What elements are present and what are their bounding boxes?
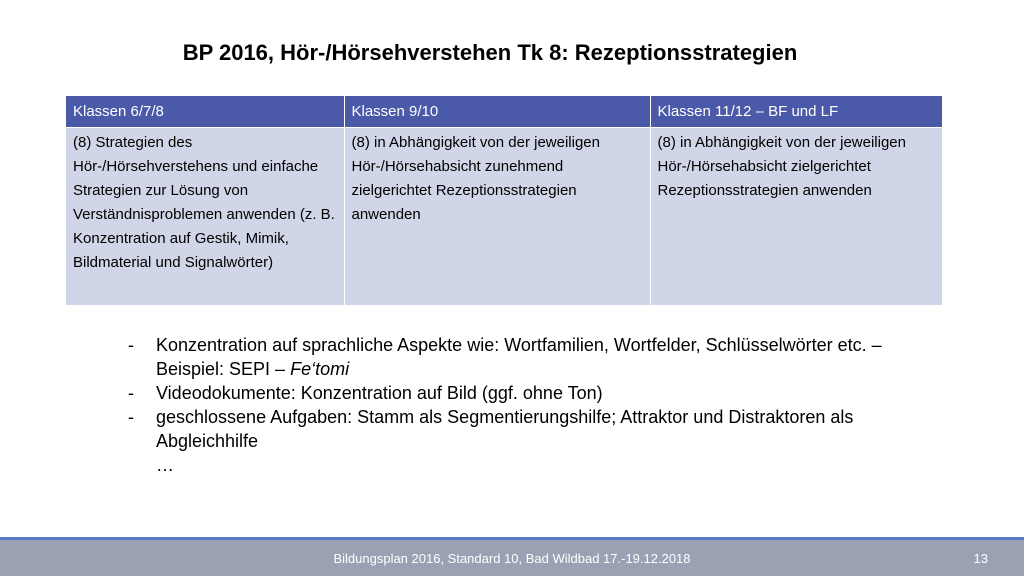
header-klassen-9-10: Klassen 9/10 (344, 96, 650, 128)
bullet-dash: - (128, 383, 134, 403)
cell-klassen-6-7-8: (8) Strategien des Hör-/Hörsehverstehens und einfache Strategien zur Lösung von Verständnisproblemen anwenden (z. B. Konzentration auf Gestik, Mimik, Bildmaterial und Signalwörter) (66, 128, 344, 305)
bullet-dash: - (128, 335, 134, 355)
slide-footer (0, 537, 1024, 576)
bullet-text-3: geschlossene Aufgaben: Stamm als Segmentierungshilfe; Attraktor und Distraktoren als Abgleichhilfe (156, 407, 854, 451)
page-number: 13 (973, 551, 988, 566)
cell-klassen-9-10: (8) in Abhängigkeit von der jeweiligen Hör-/Hörsehabsicht zunehmend zielgerichtet Rezeptionsstrategien anwenden (344, 128, 650, 305)
slide-title: BP 2016, Hör-/Hörsehverstehen Tk 8: Rezeptionsstrategien (182, 40, 798, 65)
bullet-text-2: Videodokumente: Konzentration auf Bild (ggf. ohne Ton) (156, 383, 603, 403)
header-klassen-11-12: Klassen 11/12 – BF und LF (650, 96, 942, 128)
bullet-text-1: Konzentration auf sprachliche Aspekte wie: Wortfamilien, Wortfelder, Schlüsselwörter etc. – Beispiel: SEPI – (156, 335, 882, 379)
list-item (128, 405, 908, 453)
footer-text: Bildungsplan 2016, Standard 10, Bad Wildbad 17.-19.12.2018 (333, 551, 691, 566)
bullet-text-1-emphasis: Fe‘tomi (290, 359, 350, 379)
table-header-row (66, 96, 942, 128)
bullet-dash: - (128, 407, 134, 427)
cell-klassen-11-12: (8) in Abhängigkeit von der jeweiligen Hör-/Hörsehabsicht zielgerichtet Rezeptionsstrategien anwenden (650, 128, 942, 305)
header-klassen-6-7-8: Klassen 6/7/8 (66, 96, 344, 128)
competency-table (66, 96, 942, 305)
list-item (128, 381, 908, 405)
list-item (128, 333, 908, 381)
strategy-list (128, 333, 908, 477)
list-ellipsis: … (156, 455, 174, 475)
table-row (66, 128, 942, 305)
